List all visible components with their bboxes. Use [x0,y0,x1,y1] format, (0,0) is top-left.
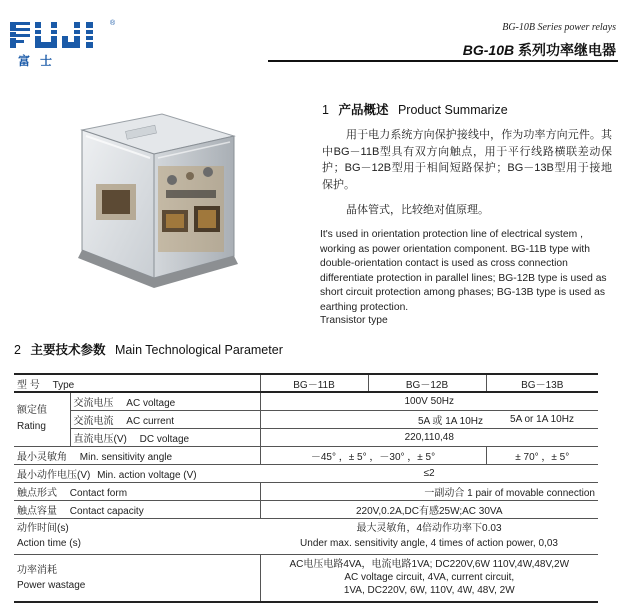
table-row-min-action-voltage [14,464,598,482]
action-time-label: 动作时间(s) Action time (s) [14,518,260,554]
header-rule [268,60,618,62]
sensitivity-angle-label: 最小灵敏角 Min. sensitivity angle [14,446,260,464]
power-wastage-label: 功率消耗 Power wastage [14,554,260,602]
type-label: 型 号 Type [14,374,260,392]
ac-current-value-cn: 5A 或 1A 10Hz [260,410,486,428]
series-label: BG-10B Series power relays [502,22,616,33]
product-title [463,40,616,60]
model-bg-11b: BG－11B [260,374,368,392]
action-time-value: 最大灵敏角，4倍动作功率下0.03 Under max. sensitivity angle, 4 times of action power, 0,03 [260,518,598,554]
sensitivity-angle-value-2: ± 70° ，± 5° [486,446,598,464]
contact-form-label: 触点形式 Contact form [14,482,260,500]
contact-capacity-value: 220V,0.2A,DC有感25W;AC 30VA [260,500,598,518]
ac-current-label: 交流电流 AC current [70,410,260,428]
section1-number: 1 [322,103,329,117]
min-action-voltage-value: ≤2 [260,464,598,482]
section2-title-en: Main Technological Parameter [114,343,283,357]
parameter-table [14,373,598,603]
section2-title-cn: 主要技术参数 [30,343,106,357]
section1-title-en: Product Summarize [397,103,508,117]
registered-mark: ® [110,20,116,27]
table-row-action-time [14,518,598,554]
relay-photo [62,110,262,290]
table-row-sensitivity-angle [14,446,598,464]
product-model: BG-10B [462,42,515,58]
model-bg-13b: BG－13B [486,374,598,392]
ac-voltage-label: 交流电压 AC voltage [70,392,260,410]
table-row-dc-voltage [14,428,598,446]
fuji-logo [8,20,118,68]
summary-cn-paragraph: 用于电力系统方向保护接线中，作为功率方向元件。其中BG－11B型具有双方向触点，用于平行线路横联差动保护；BG－12B型用于相间短路保护；BG－13B型用于接地保护。 [322,129,612,191]
dc-voltage-value: 220,110,48 [260,428,598,446]
contact-form-value: 一副动合 1 pair of movable connection [260,482,598,500]
summary-cn-paragraph-2: 晶体管式，比较绝对值原理。 [346,204,489,216]
section2-number: 2 [14,343,21,357]
product-title-cn: 系列功率继电器 [518,42,616,58]
table-row-ac-voltage [14,392,598,410]
ac-current-value-en: 5A or 1A 10Hz [486,410,598,428]
section1-heading [322,100,508,118]
table-row-contact-form [14,482,598,500]
rating-label: 额定值 Rating [14,392,70,446]
power-wastage-value: AC电压电路4VA，电流电路1VA; DC220V,6W 110V,4W,48V,2W AC voltage circuit, 4VA, current circuit, 1VA, DC220V, 6W, 110V, 4W, 48V, 2W [260,554,598,602]
table-row-contact-capacity [14,500,598,518]
model-bg-12b: BG－12B [368,374,486,392]
brand-chinese: 富士 [18,54,63,68]
contact-capacity-label: 触点容量 Contact capacity [14,500,260,518]
section1-title-cn: 产品概述 [338,103,389,117]
summary-en-paragraph: It's used in orientation protection line of electrical system , working as power orientation component. BG-11B type with double-orientation contact is used as cross connection differentiate protection in parallel lines; BG-12B type is used as short circuit protection among phases; BG-13B type is used as earthing protection. [320,229,607,313]
table-row-power-wastage [14,554,598,602]
table-row-ac-current [14,410,598,428]
section2-heading [14,340,283,358]
summary-en-transistor: Transistor type [320,315,388,326]
dc-voltage-label: 直流电压(V) DC voltage [70,428,260,446]
min-action-voltage-label: 最小动作电压(V) Min. action voltage (V) [14,464,260,482]
sensitivity-angle-value-1: －45° ，± 5° ，－30° ，± 5° [260,446,486,464]
table-row-type [14,374,598,392]
ac-voltage-value: 100V 50Hz [260,392,598,410]
fuji-logo-mark [8,20,108,50]
